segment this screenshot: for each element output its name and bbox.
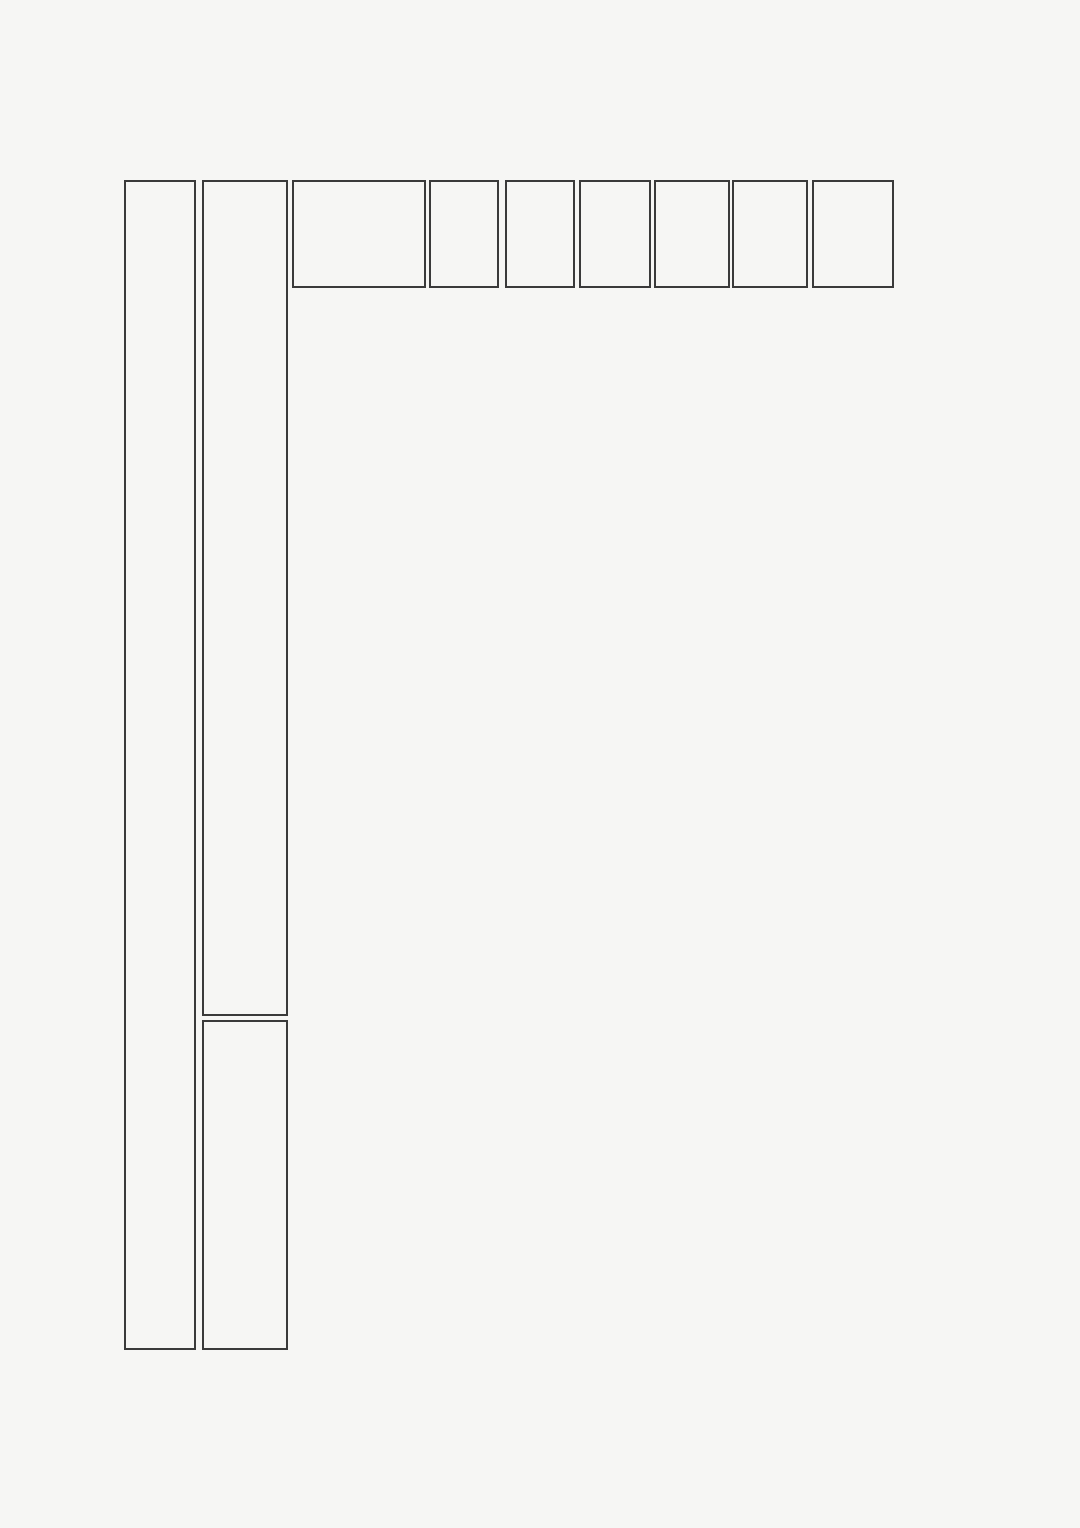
value-cell <box>429 180 499 288</box>
table-rows <box>124 180 974 1352</box>
row-label <box>292 180 426 288</box>
value-cell <box>579 180 651 288</box>
value-cell <box>732 180 808 288</box>
statistics-table <box>124 180 974 1352</box>
value-cell <box>812 180 894 288</box>
value-cell <box>654 180 730 288</box>
value-cell <box>505 180 575 288</box>
